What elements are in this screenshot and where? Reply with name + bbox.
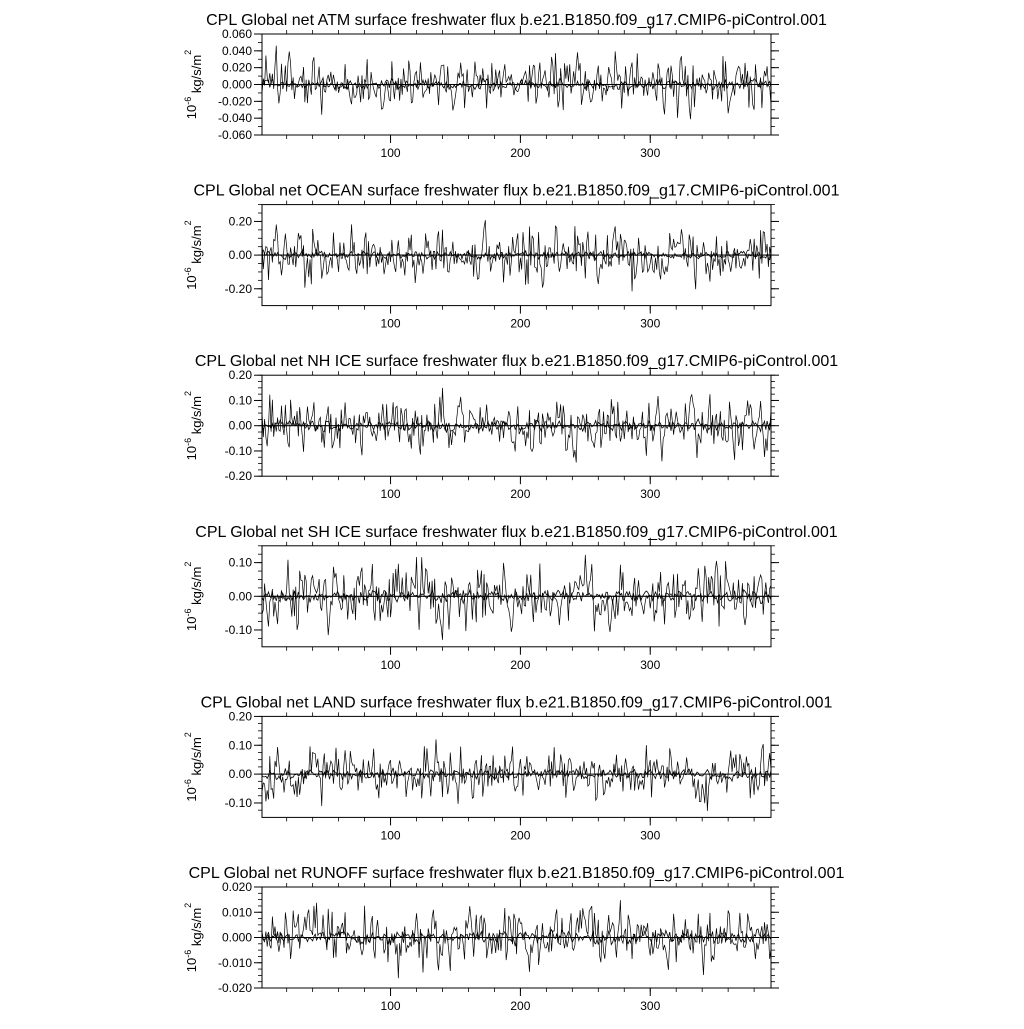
panel-1 xyxy=(183,12,827,160)
y-tick-label: -0.10 xyxy=(224,443,252,458)
y-axis-label-prefix: 10 xyxy=(184,787,199,802)
y-axis-label-prefix: 10 xyxy=(184,445,199,461)
y-axis-label-unit: kg/s/m xyxy=(189,396,204,438)
y-axis-label-unit: kg/s/m xyxy=(189,225,204,268)
panel-title: CPL Global net NH ICE surface freshwater flux b.e21.B1850.f09_g17.CMIP6-piControl.001 xyxy=(194,353,839,371)
x-tick-label: 300 xyxy=(640,487,661,502)
x-tick-label: 200 xyxy=(510,487,531,502)
panel-title: CPL Global net OCEAN surface freshwater flux b.e21.B1850.f09_g17.CMIP6-piControl.001 xyxy=(193,182,840,200)
y-tick-label: 0.10 xyxy=(228,738,252,753)
x-tick-label: 200 xyxy=(510,828,531,843)
x-tick-label: 100 xyxy=(380,487,401,502)
y-axis-label-unit_exp: 2 xyxy=(183,220,193,226)
x-tick-label: 100 xyxy=(380,146,401,160)
y-axis-label xyxy=(183,903,204,972)
y-tick-label: 0.10 xyxy=(228,555,252,570)
y-tick-label: 0.00 xyxy=(228,767,252,782)
plot-frame xyxy=(262,716,771,817)
y-axis-label-prefix: 10 xyxy=(184,104,199,120)
x-tick-label: 300 xyxy=(640,999,661,1013)
y-axis-label-unit_exp: 2 xyxy=(183,732,193,738)
y-axis-label-unit_exp: 2 xyxy=(183,561,193,567)
x-tick-label: 300 xyxy=(640,146,661,160)
y-tick-label: -0.020 xyxy=(217,94,252,109)
panel-2 xyxy=(183,183,840,331)
y-axis-label xyxy=(183,220,204,289)
panel-title: CPL Global net SH ICE surface freshwater flux b.e21.B1850.f09_g17.CMIP6-piControl.001 xyxy=(195,523,838,541)
panel-title: CPL Global net RUNOFF surface freshwater flux b.e21.B1850.f09_g17.CMIP6-piControl.001 xyxy=(188,865,845,882)
y-axis-label-unit: kg/s/m xyxy=(189,566,204,609)
y-tick-label: 0.00 xyxy=(228,248,252,263)
y-axis-label-prefix: 10 xyxy=(184,616,199,632)
x-tick-label: 100 xyxy=(380,999,401,1013)
y-tick-label: -0.20 xyxy=(224,281,252,296)
y-tick-label: -0.020 xyxy=(217,981,252,995)
y-axis-label-unit_exp: 2 xyxy=(183,49,193,55)
x-tick-label: 300 xyxy=(640,828,661,843)
x-tick-label: 200 xyxy=(510,316,531,331)
y-tick-label: -0.010 xyxy=(217,955,252,970)
y-tick-label: 0.020 xyxy=(221,60,252,75)
panel-title: CPL Global net ATM surface freshwater flux b.e21.B1850.f09_g17.CMIP6-piControl.001 xyxy=(206,12,827,29)
y-axis-label-exp: -6 xyxy=(183,779,193,788)
y-tick-label: 0.10 xyxy=(228,393,252,408)
y-axis-label-unit_exp: 2 xyxy=(183,902,193,908)
y-axis-label-unit: kg/s/m xyxy=(189,54,204,97)
series-line-1 xyxy=(262,46,771,120)
y-axis-label-exp: -6 xyxy=(183,608,193,617)
y-axis-label-exp: -6 xyxy=(183,267,193,276)
series-line-1 xyxy=(262,739,771,811)
y-axis-label xyxy=(183,50,204,119)
y-axis-label xyxy=(183,391,204,460)
y-axis-label-unit_exp: 2 xyxy=(183,390,193,397)
y-axis-label-exp: -6 xyxy=(183,949,193,958)
y-tick-label: 0.060 xyxy=(221,27,252,41)
panel-4 xyxy=(183,524,838,672)
y-tick-label: 0.00 xyxy=(228,589,252,604)
y-tick-label: -0.10 xyxy=(224,795,252,810)
x-tick-label: 200 xyxy=(510,999,531,1013)
x-tick-label: 300 xyxy=(640,316,661,331)
y-tick-label: -0.20 xyxy=(224,469,252,484)
y-axis-label-prefix: 10 xyxy=(184,957,199,973)
y-tick-label: 0.040 xyxy=(221,43,252,58)
y-tick-label: 0.00 xyxy=(228,418,252,433)
y-tick-label: 0.000 xyxy=(221,77,252,92)
y-axis-label-exp: -6 xyxy=(183,96,193,105)
y-tick-label: 0.20 xyxy=(228,214,252,229)
panel-3 xyxy=(183,353,838,501)
y-tick-label: 0.20 xyxy=(228,709,252,724)
x-tick-label: 200 xyxy=(510,146,531,160)
y-axis-label xyxy=(183,732,204,801)
y-tick-label: 0.20 xyxy=(228,368,252,383)
y-tick-label: 0.010 xyxy=(221,905,252,920)
panel-5 xyxy=(183,694,832,842)
x-tick-label: 100 xyxy=(380,828,401,843)
y-tick-label: -0.040 xyxy=(217,111,252,126)
x-tick-label: 300 xyxy=(640,657,661,672)
panel-title: CPL Global net LAND surface freshwater flux b.e21.B1850.f09_g17.CMIP6-piControl.001 xyxy=(200,694,833,712)
y-axis-label-unit: kg/s/m xyxy=(189,907,204,950)
x-tick-label: 100 xyxy=(380,657,401,672)
y-tick-label: -0.060 xyxy=(217,128,252,142)
panel-6 xyxy=(183,865,844,1013)
y-axis-label-unit: kg/s/m xyxy=(189,737,204,780)
y-axis-label-prefix: 10 xyxy=(184,275,199,290)
y-axis-label-exp: -6 xyxy=(183,437,193,446)
x-tick-label: 200 xyxy=(510,657,531,672)
y-tick-label: 0.020 xyxy=(221,880,252,894)
y-tick-label: 0.000 xyxy=(221,930,252,945)
y-tick-label: -0.10 xyxy=(224,622,252,637)
x-tick-label: 100 xyxy=(380,316,401,331)
y-axis-label xyxy=(183,562,204,631)
